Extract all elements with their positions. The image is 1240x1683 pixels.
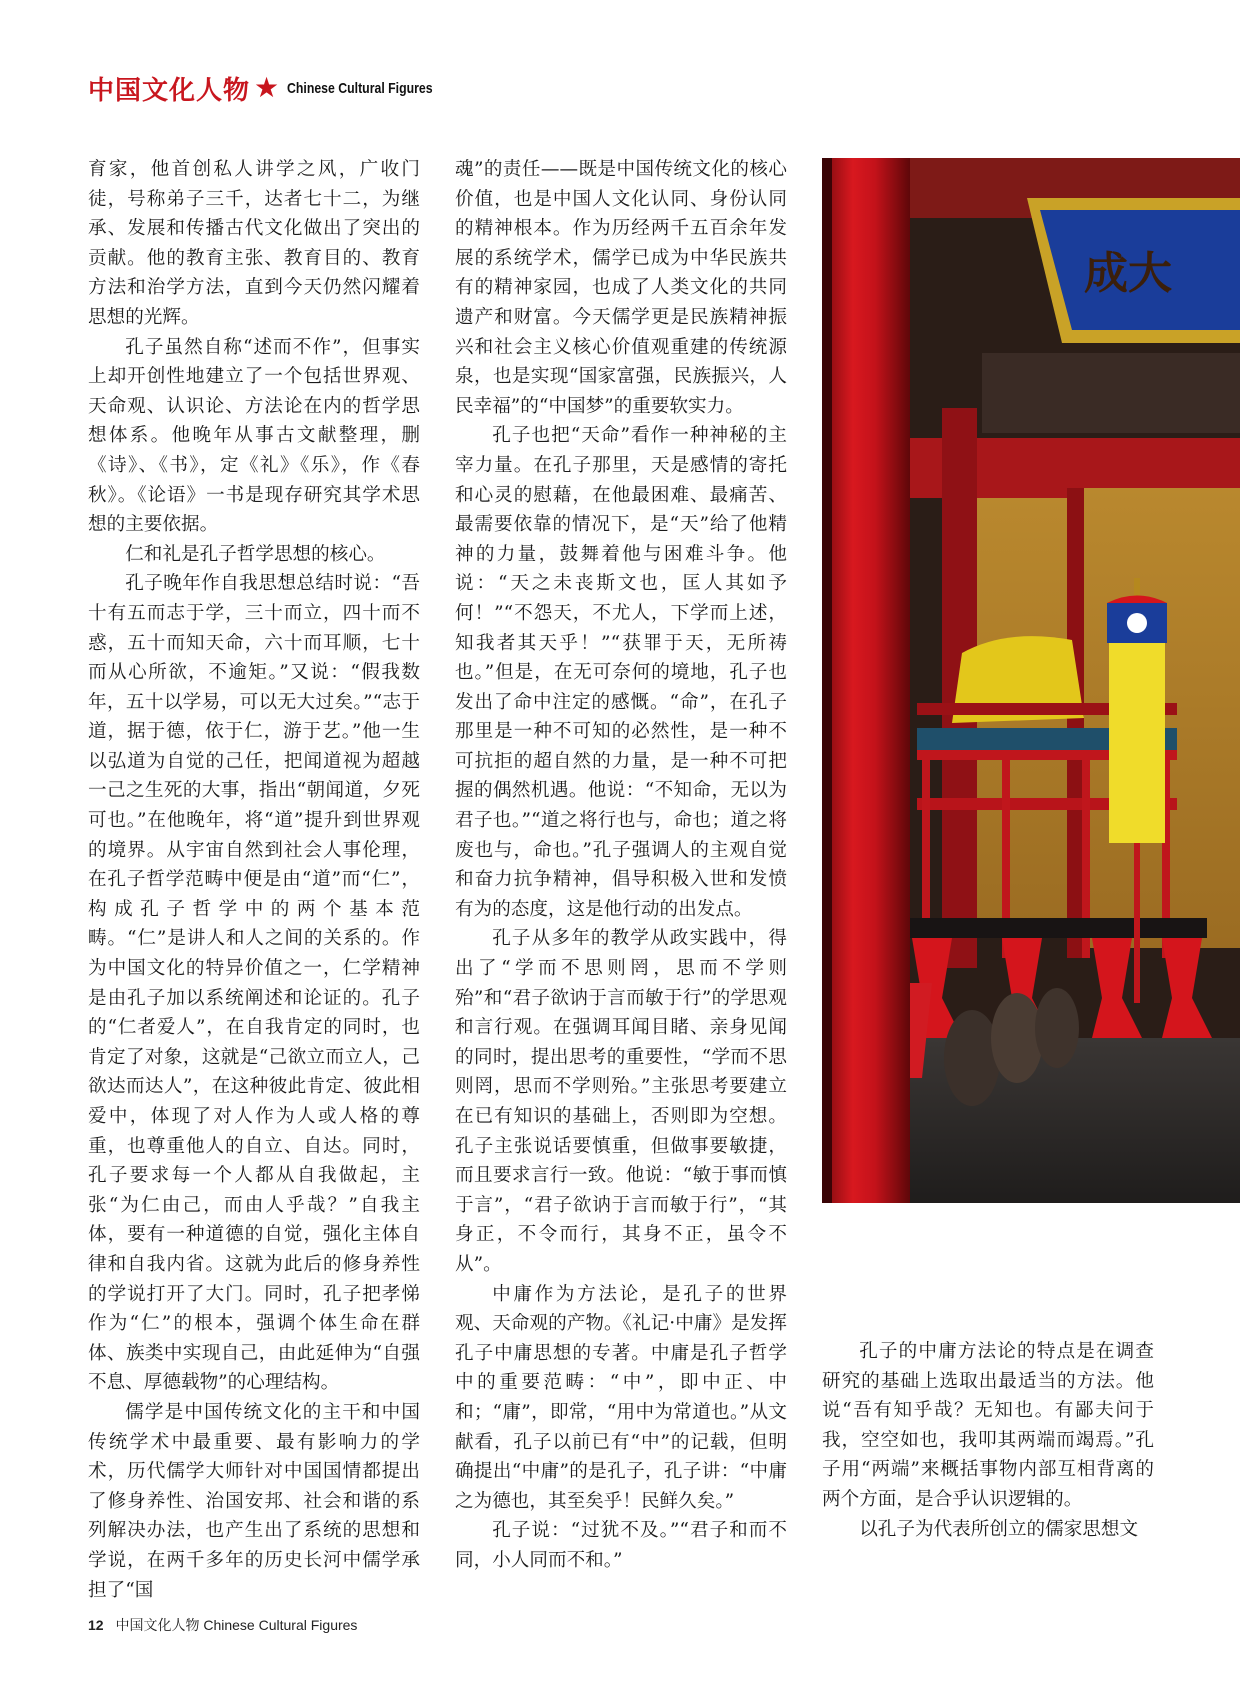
paragraph: 中庸作为方法论，是孔子的世界观、天命观的产物。《礼记·中庸》是发挥孔子中庸思想的专著。中庸是孔子哲学中的重要范畴：“中”，即中正、中和；“庸”，即常，“用中为常道也。”从文献看，孔子以前已有“中”的记载，但明确提出“中庸”的是孔子，孔子讲：“中庸之为德也，其至矣乎！民鲜久矣。”	[455, 1283, 787, 1512]
paragraph: 育家，他首创私人讲学之风，广收门徒，号称弟子三千，达者七十二，为继承、发展和传播古代文化做出了突出的贡献。他的教育主张、教育目的、教育方法和治学方法，直到今天仍然闪耀着思想的光辉。	[88, 159, 420, 328]
paragraph: 孔子也把“天命”看作一种神秘的主宰力量。在孔子那里，天是感情的寄托和心灵的慰藉，在他最困难、最痛苦、最需要依靠的情况下，是“天”给了他精神的力量，鼓舞着他与困难斗争。他说：“天之未丧斯文也，匡人其如予何！”“不怨天，不尤人，下学而上述，知我者其天乎！”“获罪于天，无所祷也。”但是，在无可奈何的境地，孔子也发出了命中注定的感慨。“命”，在孔子那里是一种不可知的必然性，是一种不可抗拒的超自然的力量，是一种不可把握的偶然机遇。他说：“不知命，无以为君子也。”“道之将行也与，命也；道之将废也与，命也。”孔子强调人的主观自觉和奋力抗争精神，倡导积极入世和发愤有为的态度，这是他行动的出发点。	[455, 425, 787, 920]
paragraph: 孔子从多年的教学从政实践中，得出了“学而不思则罔，思而不学则殆”和“君子欲讷于言而敏于行”的学思观和言行观。在强调耳闻目睹、亲身见闻的同时，提出思考的重要性，“学而不思则罔，思而不学则殆。”主张思考要建立在已有知识的基础上，否则即为空想。孔子主张说话要慎重，但做事要敏捷，而且要求言行一致。他说：“敏于事而慎于言”，“君子欲讷于言而敏于行”，“其身正，不令而行，其身不正，虽令不从”。	[455, 928, 787, 1275]
paragraph: 魂”的责任——既是中国传统文化的核心价值，也是中国人文化认同、身份认同的精神根本。作为历经两千五百余年发展的系统学术，儒学已成为中华民族共有的精神家园，也成了人类文化的共同遗产和财富。今天儒学更是民族精神振兴和社会主义核心价值观重建的传统源泉，也是实现“国家富强，民族振兴，人民幸福”的“中国梦”的重要软实力。	[455, 159, 787, 417]
paragraph: 孔子晚年作自我思想总结时说：“吾十有五而志于学，三十而立，四十而不惑，五十而知天命，六十而耳顺，七十而从心所欲，不逾矩。”又说：“假我数年，五十以学易，可以无大过矣。”“志于道，据于德，依于仁，游于艺。”他一生以弘道为自觉的己任，把闻道视为超越一己之生死的大事，指出“朝闻道，夕死可也。”在他晚年，将“道”提升到世界观的境界。从宇宙自然到社会人事伦理，在孔子哲学范畴中便是由“道”而“仁”，构成孔子哲学中的两个基本范畴。“仁”是讲人和人之间的关系的。作为中国文化的特异价值之一，仁学精神是由孔子加以系统阐述和论证的。孔子的“仁者爱人”，在自我肯定的同时，也肯定了对象，这就是“己欲立而立人，己欲达而达人”，在这种彼此肯定、彼此相爱中，体现了对人作为人或人格的尊重，也尊重他人的自立、自达。同时，孔子要求每一个人都从自我做起，主张“为仁由己，而由人乎哉？”自我主体，要有一种道德的自觉，强化主体自律和自我内省。这就为此后的修身养性的学说打开了大门。同时，孔子把孝悌作为“仁”的根本，强调个体生命在群体、族类中实现自己，由此延伸为“自强不息、厚德载物”的心理结构。	[88, 573, 420, 1394]
text-column-3	[822, 1337, 1154, 1544]
brand-title-en: Chinese Cultural Figures	[287, 79, 433, 97]
paragraph: 孔子的中庸方法论的特点是在调查研究的基础上选取出最适当的方法。他说“吾有知乎哉？无知也。有鄙夫问于我，空空如也，我叩其两端而竭焉。”孔子用“两端”来概括事物内部互相背离的两个方面，是合乎认识逻辑的。	[822, 1341, 1154, 1510]
paragraph: 仁和礼是孔子哲学思想的核心。	[125, 543, 386, 565]
brand-title-cn: 中国文化人物	[88, 75, 251, 106]
paragraph: 孔子说：“过犹不及。”“君子和而不同，小人同而不和。”	[455, 1520, 787, 1571]
page-number: 12	[88, 1617, 104, 1633]
plaque-characters: 成大	[1084, 248, 1172, 299]
paragraph: 以孔子为代表所创立的儒家思想文	[859, 1518, 1139, 1540]
paragraph: 儒学是中国传统文化的主干和中国传统学术中最重要、最有影响力的学术，历代儒学大师针对中国国情都提出了修身养性、治国安邦、社会和谐的系列解决办法，也产生出了系统的思想和学说，在两千多年的历史长河中儒学承担了“国	[88, 1401, 420, 1601]
star-icon: ★	[254, 71, 280, 104]
text-column-1	[88, 155, 420, 1605]
page-footer	[88, 1615, 357, 1635]
hall-plaque	[1027, 198, 1240, 343]
temple-interior-photo	[822, 158, 1240, 1203]
paragraph: 孔子虽然自称“述而不作”，但事实上却开创性地建立了一个包括世界观、天命观、认识论、方法论在内的哲学思想体系。他晚年从事古文献整理，删《诗》、《书》，定《礼》《乐》，作《春秋》。《论语》一书是现存研究其学术思想的主要依据。	[88, 336, 420, 536]
text-column-2	[455, 155, 787, 1576]
footer-magazine-title: 中国文化人物 Chinese Cultural Figures	[115, 1617, 358, 1633]
magazine-header	[88, 68, 465, 108]
